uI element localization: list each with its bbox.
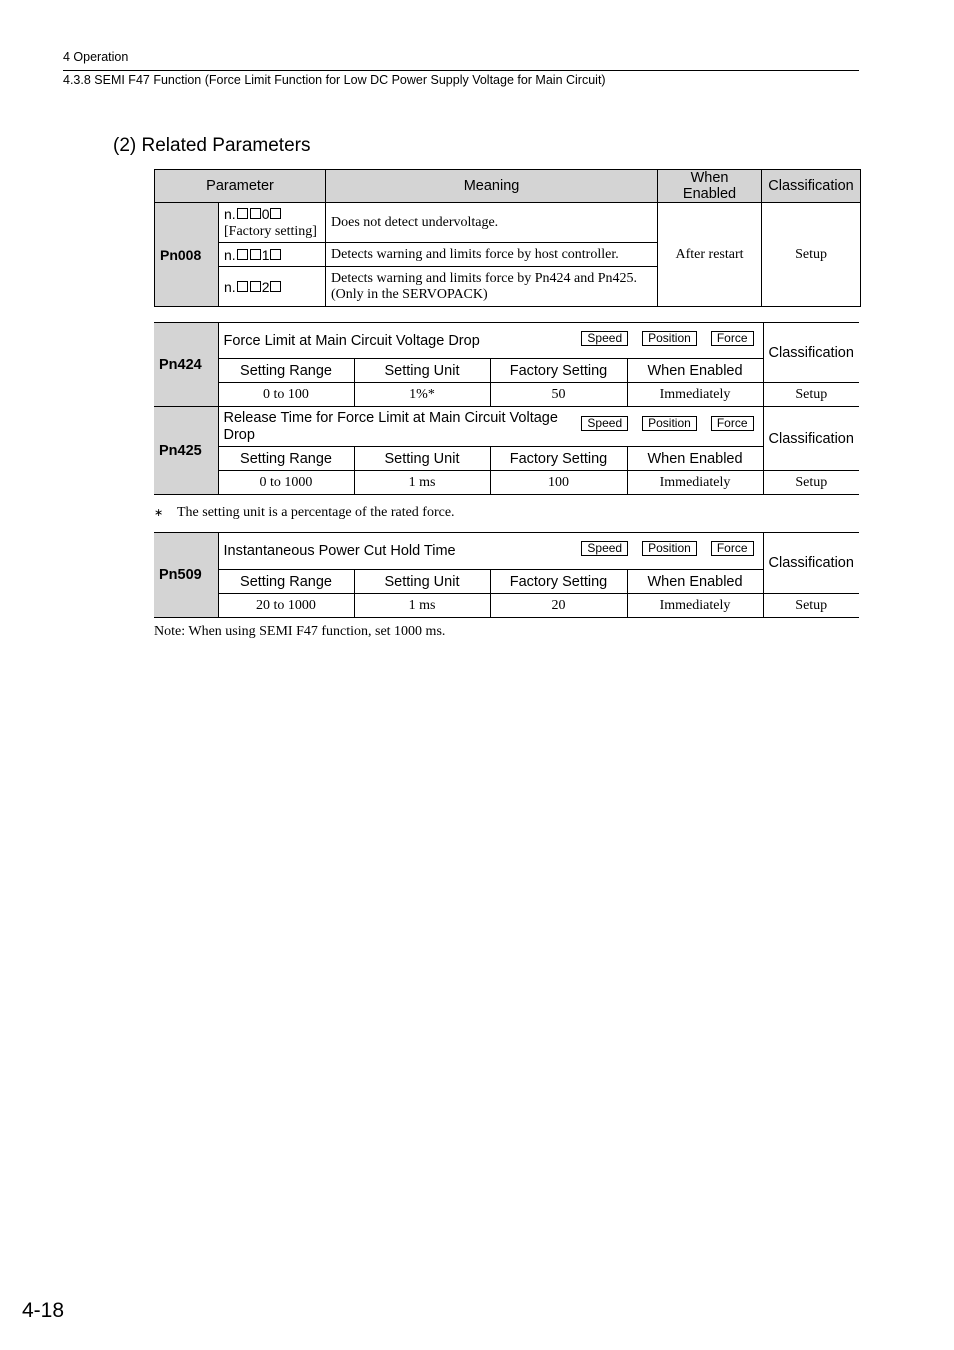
setting-range-label: Setting Range xyxy=(218,359,354,383)
setting-range-label: Setting Range xyxy=(218,570,354,594)
setting-unit-label: Setting Unit xyxy=(354,359,490,383)
header-when-enabled: When Enabled xyxy=(658,170,762,203)
header-meaning: Meaning xyxy=(326,170,658,203)
classification-value: Setup xyxy=(763,383,859,407)
speed-tag: Speed xyxy=(581,541,628,556)
when-enabled-value: Immediately xyxy=(627,383,763,407)
pn509-table xyxy=(154,532,859,618)
param-code: n. 1 xyxy=(219,243,326,267)
placeholder-box-icon xyxy=(237,281,248,292)
page-number: 4-18 xyxy=(22,1299,65,1322)
param-id: Pn509 xyxy=(154,533,218,618)
when-enabled-value: Immediately xyxy=(627,471,763,495)
setting-unit-label: Setting Unit xyxy=(354,570,490,594)
factory-setting-value: 50 xyxy=(490,383,627,407)
note: Note: When using SEMI F47 function, set 1000 ms. xyxy=(154,624,446,639)
param-id: Pn424 xyxy=(154,323,218,407)
setting-range-label: Setting Range xyxy=(218,447,354,471)
force-tag: Force xyxy=(711,541,754,556)
section-title: (2) Related Parameters xyxy=(113,135,311,156)
setting-unit-value: 1 ms xyxy=(354,594,490,618)
when-enabled-label: When Enabled xyxy=(627,447,763,471)
header-rule xyxy=(63,70,859,71)
header-parameter: Parameter xyxy=(155,170,326,203)
speed-tag: Speed xyxy=(581,331,628,346)
factory-setting-label: Factory Setting xyxy=(490,447,627,471)
factory-setting-value: 20 xyxy=(490,594,627,618)
mode-tags xyxy=(567,331,753,346)
placeholder-box-icon xyxy=(270,249,281,260)
classification-label: Classification xyxy=(763,407,859,471)
param-code: n. 0 [Factory setting] xyxy=(219,203,326,243)
setting-range-value: 0 to 100 xyxy=(218,383,354,407)
when-enabled-label: When Enabled xyxy=(627,570,763,594)
setting-unit-value: 1 ms xyxy=(354,471,490,495)
param-code: n. 2 xyxy=(219,267,326,307)
meaning: Does not detect undervoltage. xyxy=(326,203,658,243)
speed-tag: Speed xyxy=(581,416,628,431)
param-name-cell xyxy=(218,407,763,447)
force-tag: Force xyxy=(711,416,754,431)
when-enabled-value: Immediately xyxy=(627,594,763,618)
mode-tags xyxy=(567,541,753,556)
classification-value: Setup xyxy=(763,471,859,495)
placeholder-box-icon xyxy=(270,208,281,219)
footnote-mark: ∗ xyxy=(154,507,164,519)
meaning: Detects warning and limits force by Pn424 and Pn425. (Only in the SERVOPACK) xyxy=(326,267,658,307)
factory-setting-label: Factory Setting xyxy=(490,570,627,594)
factory-setting-value: 100 xyxy=(490,471,627,495)
setting-range-value: 20 to 1000 xyxy=(218,594,354,618)
param-id: Pn425 xyxy=(154,407,218,495)
setting-unit-label: Setting Unit xyxy=(354,447,490,471)
position-tag: Position xyxy=(642,331,697,346)
setting-unit-value: 1%* xyxy=(354,383,490,407)
footnote-text: The setting unit is a percentage of the rated force. xyxy=(177,505,455,520)
footnote xyxy=(154,505,455,521)
placeholder-box-icon xyxy=(250,249,261,260)
placeholder-box-icon xyxy=(237,208,248,219)
classification-label: Classification xyxy=(763,323,859,383)
classification-label: Classification xyxy=(763,533,859,594)
header-classification: Classification xyxy=(762,170,861,203)
param-name: Release Time for Force Limit at Main Circuit Voltage Drop xyxy=(223,409,558,443)
force-tag: Force xyxy=(711,331,754,346)
param-name: Instantaneous Power Cut Hold Time xyxy=(223,543,456,559)
placeholder-box-icon xyxy=(250,208,261,219)
placeholder-box-icon xyxy=(270,281,281,292)
param-name-cell xyxy=(218,533,763,570)
classification-value: Setup xyxy=(763,594,859,618)
placeholder-box-icon xyxy=(237,249,248,260)
factory-setting-note: [Factory setting] xyxy=(224,223,317,239)
position-tag: Position xyxy=(642,416,697,431)
placeholder-box-icon xyxy=(250,281,261,292)
section-header: 4.3.8 SEMI F47 Function (Force Limit Function for Low DC Power Supply Voltage for Main Circuit) xyxy=(63,73,606,87)
pn008-table xyxy=(154,169,861,307)
param-id: Pn008 xyxy=(155,203,219,307)
setting-range-value: 0 to 1000 xyxy=(218,471,354,495)
mode-tags xyxy=(567,415,753,432)
factory-setting-label: Factory Setting xyxy=(490,359,627,383)
meaning: Detects warning and limits force by host controller. xyxy=(326,243,658,267)
param-name-cell xyxy=(218,323,763,359)
classification-value: Setup xyxy=(762,203,861,307)
pn424-pn425-table xyxy=(154,322,859,495)
position-tag: Position xyxy=(642,541,697,556)
when-enabled-value: After restart xyxy=(658,203,762,307)
param-name: Force Limit at Main Circuit Voltage Drop xyxy=(223,332,480,349)
when-enabled-label: When Enabled xyxy=(627,359,763,383)
chapter-header: 4 Operation xyxy=(63,50,129,64)
